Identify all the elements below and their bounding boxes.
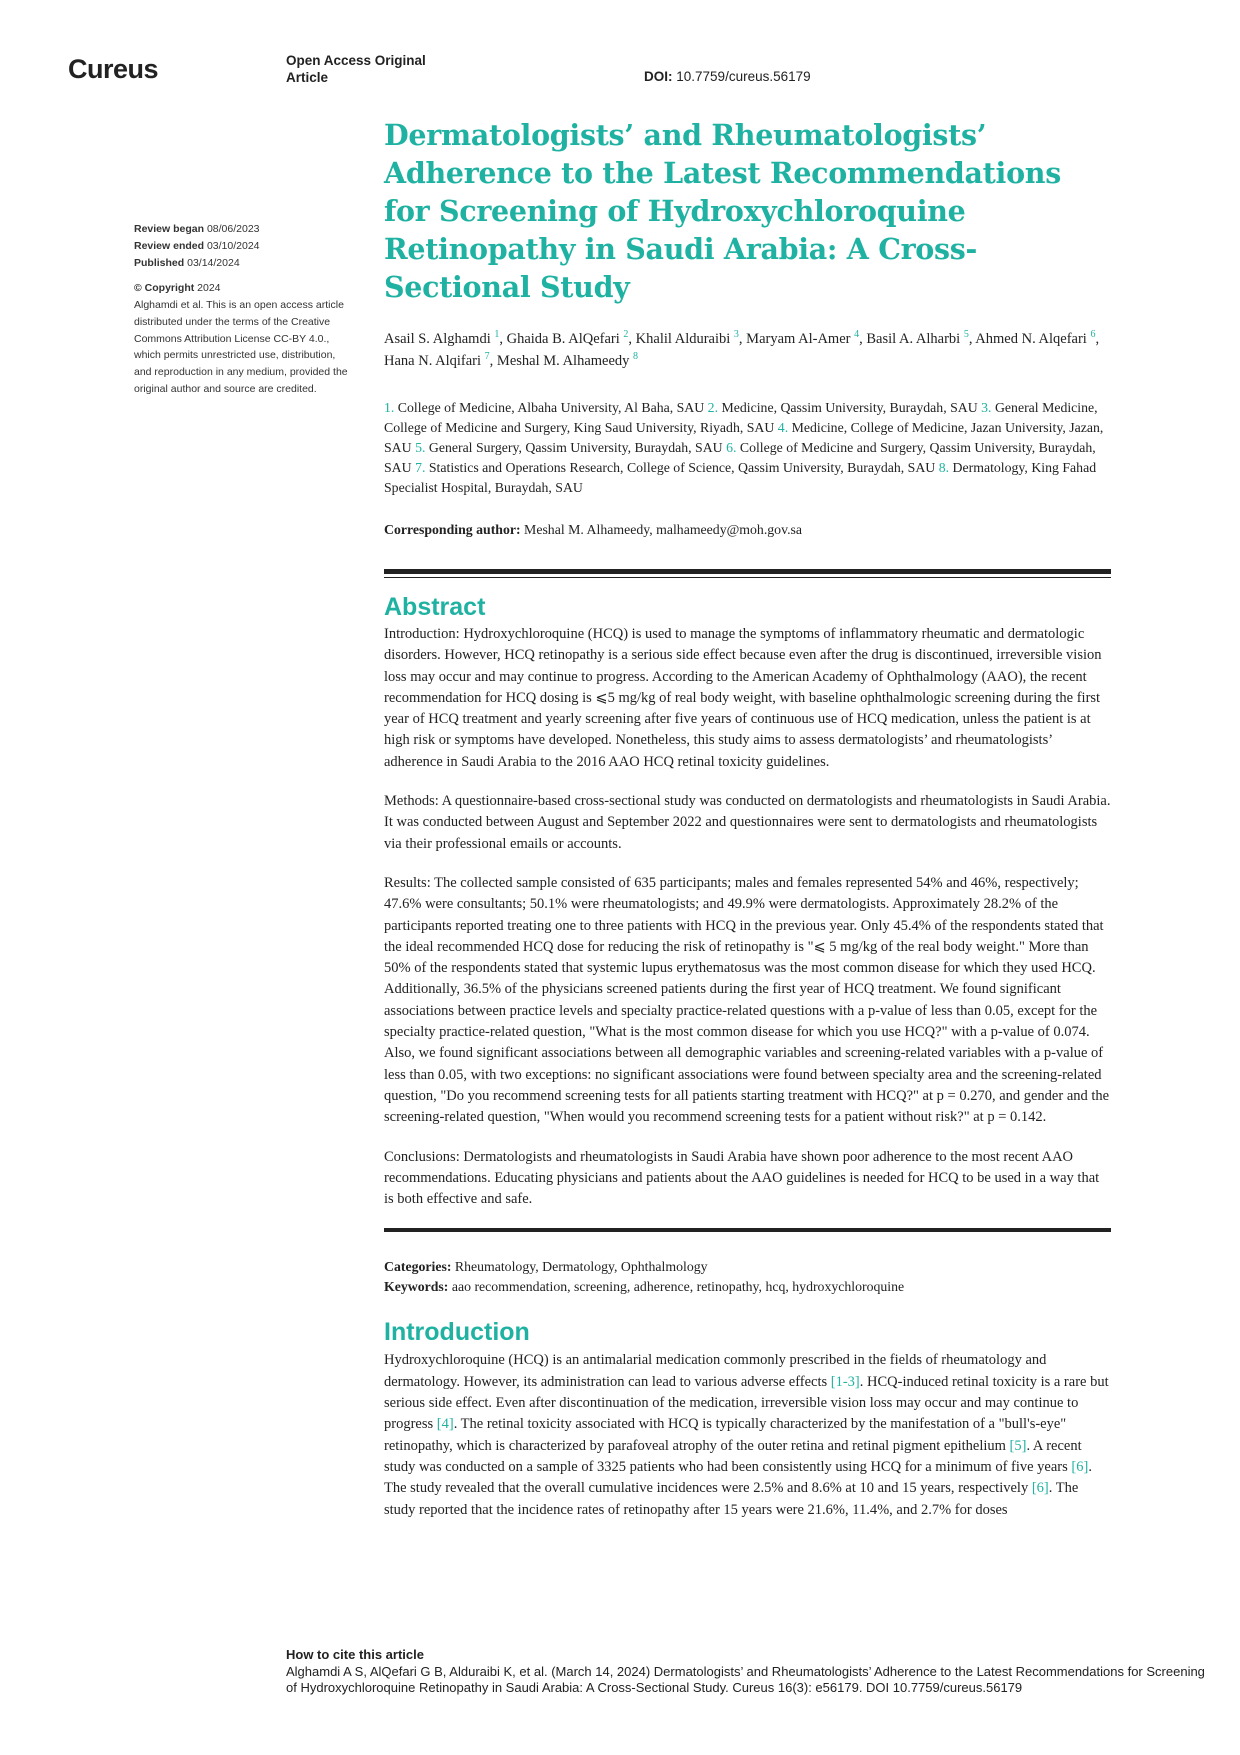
affiliation-number: 3. <box>981 400 995 415</box>
published-date: 03/14/2024 <box>187 257 240 269</box>
review-began <box>134 221 349 238</box>
abstract-heading: Abstract <box>384 593 486 621</box>
citation-link[interactable]: [6] <box>1071 1458 1089 1475</box>
keywords-value: aao recommendation, screening, adherence, retinopathy, hcq, hydroxychloroquine <box>451 1279 905 1295</box>
article-main <box>384 116 1111 1521</box>
introduction-paragraph <box>384 1350 1111 1520</box>
author-affiliation-number[interactable]: 7 <box>484 351 490 362</box>
article-dates-sidebar <box>134 221 349 398</box>
intro-text: . HCQ-induced retinal toxicity is a rare but serious side effect. Even after discontinuation of the medication, irreversible vision loss may occur and may continue to progress <box>384 1373 1109 1433</box>
citation-text: Alghamdi A S, AlQefari G B, Alduraibi K, et al. (March 14, 2024) Dermatologists’ and Rheumatologists’ Adherence to the Latest Recommendations for Screening of Hydroxychloroquine Retinopathy in Saudi Arabia: A Cross-Sectional Study. Cureus 16(3): e56179. DOI 10.7759/cureus.56179 <box>286 1664 1205 1695</box>
published <box>134 255 349 272</box>
author-separator: , <box>738 331 747 347</box>
intro-text: . The retinal toxicity associated with HCQ is typically characterized by the manifestation of a "bull's-eye" retinopathy, which is characterized by parafoveal atrophy of the outer retina and retinal pigment epithelium <box>384 1416 1067 1454</box>
affiliation-text: College of Medicine, Albaha University, Al Baha, SAU <box>397 400 708 415</box>
affiliation-number: 5. <box>415 440 429 455</box>
article-type: Open Access Original Article <box>286 53 426 85</box>
affiliation-text: General Surgery, Qassim University, Buraydah, SAU <box>428 440 727 455</box>
author-name: Maryam Al-Amer <box>746 331 855 347</box>
author-affiliation-number[interactable]: 1 <box>494 329 500 340</box>
author-separator: , <box>968 331 976 347</box>
abstract-top-rule-thin <box>384 577 1111 578</box>
affiliation-text: Statistics and Operations Research, College of Science, Qassim University, Buraydah, SAU <box>428 460 939 475</box>
affiliation-number: 8. <box>938 460 953 475</box>
affiliation-number: 1. <box>384 400 398 415</box>
author-affiliation-number[interactable]: 3 <box>733 329 739 340</box>
review-ended-label: Review ended <box>134 240 205 252</box>
review-began-label: Review began <box>134 223 205 235</box>
citation-link[interactable]: [5] <box>1009 1437 1027 1454</box>
copyright <box>134 280 349 297</box>
abstract-bottom-rule <box>384 1228 1111 1232</box>
citation-footer <box>286 1647 1206 1696</box>
abstract-results: Results: The collected sample consisted of 635 participants; males and females represented 54% and 46%, respectively; 47.6% were consultants; 50.1% were rheumatologists; and 49.9% were dermatologists. Approximately 28.2% of the participants reported treating one to three patients with HCQ in the previous year. Only 45.4% of the respondents stated that the ideal recommended HCQ dose for reducing the risk of retinopathy is "⩽ 5 mg/kg of the real body weight." More than 50% of the respondents stated that systemic lupus erythematosus was the most common disease for which they used HCQ. Additionally, 36.5% of the physicians screened patients during the first year of HCQ treatment. We found significant associations between practice levels and specialty practice-related questions with a p-value of less than 0.05, except for the specialty practice-related question, "What is the most common disease for which you use HCQ?" with a p-value of 0.074. Also, we found significant associations between all demographic variables and screening-related variables with a p-value of less than 0.05, with two exceptions: no significant associations were found between specialty area and the screening-related question, "Do you recommend screening tests for all patients starting treatment with HCQ?" at p = 0.270, and gender and the screening-related question, "When would you recommend screening tests for a patient without risk?" at p = 0.142. <box>384 874 1110 1126</box>
affiliation-text: Medicine, College of Medicine, Jazan University, Jazan, SAU <box>384 420 1104 455</box>
author-name: Ghaida B. AlQefari <box>506 331 624 347</box>
author-affiliation-number[interactable]: 2 <box>623 329 629 340</box>
author-list <box>384 328 1111 372</box>
corresponding-author <box>384 522 1111 538</box>
citation-link[interactable]: [4] <box>436 1416 454 1433</box>
author-name: Basil A. Alharbi <box>866 331 964 347</box>
published-label: Published <box>134 257 185 269</box>
author-separator: , <box>489 353 497 369</box>
affiliation-number: 6. <box>726 440 740 455</box>
license-text: Alghamdi et al. This is an open access article distributed under the terms of the Creative Commons Attribution License CC-BY 4.0., which permits unrestricted use, distribution, and reproduction in any medium, provided the original author and source are credited. <box>134 299 348 395</box>
copyright-year: 2024 <box>197 282 221 294</box>
author-separator: , <box>499 331 507 347</box>
author-name: Ahmed N. Alqefari <box>975 331 1091 347</box>
author-affiliation-number[interactable]: 5 <box>963 329 969 340</box>
review-began-date: 08/06/2023 <box>206 223 260 235</box>
author-name: Hana N. Alqifari <box>384 353 485 369</box>
abstract-methods: Methods: A questionnaire-based cross-sectional study was conducted on dermatologists and rheumatologists in Saudi Arabia. It was conducted between August and September 2022 and questionnaires were sent to dermatologists and rheumatologists via their professional emails or accounts. <box>384 793 1111 852</box>
affiliation-text: Medicine, Qassim University, Buraydah, SAU <box>721 400 982 415</box>
abstract-top-rule <box>384 569 1111 574</box>
categories-value: Rheumatology, Dermatology, Ophthalmology <box>454 1259 708 1275</box>
affiliations <box>384 398 1111 498</box>
categories <box>384 1257 1111 1277</box>
affiliation-number: 4. <box>777 420 792 435</box>
abstract-introduction: Introduction: Hydroxychloroquine (HCQ) is used to manage the symptoms of inflammatory rheumatic and dermatologic disorders. However, HCQ retinopathy is a serious side effect because even after the drug is discontinued, irreversible vision loss may occur and may continue to progress. According to the American Academy of Ophthalmology (AAO), the recent recommendation for HCQ dosing is ⩽5 mg/kg of real body weight, with baseline ophthalmologic screening during the first year of HCQ treatment and yearly screening after five years of continuous use of HCQ medication, unless the patient is at high risk or symptoms have developed. Nonetheless, this study aims to assess dermatologists’ and rheumatologists’ adherence in Saudi Arabia to the 2016 AAO HCQ retinal toxicity guidelines. <box>384 626 1102 770</box>
review-ended-date: 03/10/2024 <box>206 240 260 252</box>
author-affiliation-number[interactable]: 6 <box>1090 329 1096 340</box>
article-title: Dermatologists’ and Rheumatologists’ Adherence to the Latest Recommendations for Screening of Hydroxychloroquine Retinopathy in Saudi Arabia: A Cross-Sectional Study <box>384 118 1061 304</box>
intro-text: . The study revealed that the overall cumulative incidences were 2.5% and 8.6% at 10 and 15 years, respectively <box>384 1458 1092 1497</box>
article-meta <box>384 1257 1111 1297</box>
author-affiliation-number[interactable]: 8 <box>633 351 639 362</box>
introduction-heading: Introduction <box>384 1318 530 1347</box>
intro-text: . The study reported that the incidence rates of retinopathy after 15 years were 21.6%, 11.4%, and 2.7% for doses <box>384 1480 1079 1518</box>
affiliation-text: General Medicine, College of Medicine and Surgery, King Saud University, Riyadh, SAU <box>384 400 1098 435</box>
affiliation-number: 2. <box>707 400 722 415</box>
author-name: Meshal M. Alhameedy <box>496 353 634 369</box>
citation-title: How to cite this article <box>286 1647 424 1662</box>
corresponding-value: Meshal M. Alhameedy, malhameedy@moh.gov.sa <box>524 522 803 537</box>
citation-link[interactable]: [6] <box>1031 1480 1049 1497</box>
copyright-label: © Copyright <box>134 282 195 294</box>
author-name: Khalil Alduraibi <box>635 331 734 347</box>
corresponding-label: Corresponding author: <box>384 522 521 537</box>
abstract-conclusions: Conclusions: Dermatologists and rheumatologists in Saudi Arabia have shown poor adherence to the most recent AAO recommendations. Educating physicians and patients about the AAO guidelines is needed for HCQ to be used in a way that is both effective and safe. <box>384 1148 1100 1208</box>
intro-text: Hydroxychloroquine (HCQ) is an antimalarial medication commonly prescribed in the fields of rheumatology and dermatology. However, its administration can lead to various adverse effects <box>384 1352 1047 1390</box>
citation-link[interactable]: [1-3] <box>830 1373 860 1390</box>
author-separator: , <box>628 331 636 347</box>
author-separator: , <box>859 331 867 347</box>
author-name: Asail S. Alghamdi <box>384 331 495 347</box>
review-ended <box>134 238 349 255</box>
journal-logo: Cureus <box>68 54 159 84</box>
intro-text: . A recent study was conducted on a sample of 3325 patients who had been consistently using HCQ for a minimum of five years <box>384 1437 1082 1475</box>
keywords <box>384 1277 1111 1297</box>
categories-label: Categories: <box>384 1259 452 1275</box>
affiliation-text: College of Medicine and Surgery, Qassim University, Buraydah, SAU <box>384 440 1096 475</box>
affiliation-number: 7. <box>415 460 429 475</box>
author-affiliation-number[interactable]: 4 <box>854 329 860 340</box>
author-separator: , <box>1095 331 1100 347</box>
doi-link[interactable]: 10.7759/cureus.56179 <box>676 69 811 84</box>
keywords-label: Keywords: <box>384 1279 449 1295</box>
affiliation-text: Dermatology, King Fahad Specialist Hospital, Buraydah, SAU <box>384 460 1097 495</box>
doi-label: DOI: <box>644 69 673 84</box>
doi <box>644 69 811 84</box>
